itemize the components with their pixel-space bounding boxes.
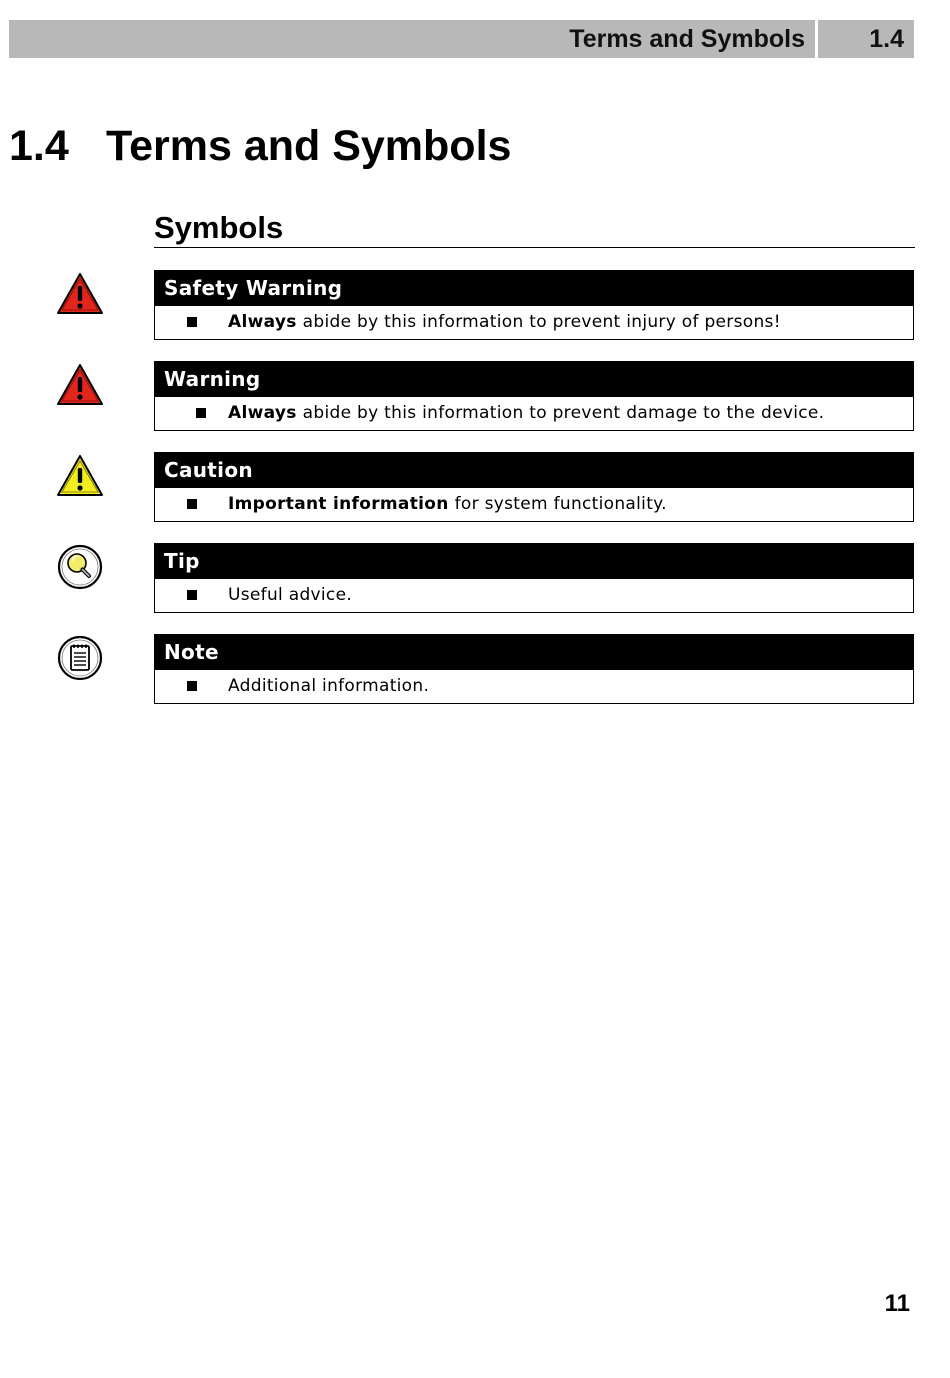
bullet-icon [187, 499, 197, 509]
safety-warning-triangle-icon [56, 270, 104, 318]
subsection-title: Symbols [154, 208, 915, 248]
lightbulb-icon [56, 543, 104, 591]
notice-body [155, 670, 913, 702]
notice-emphasis: Important information [228, 494, 449, 514]
notice-title: Tip [155, 544, 913, 579]
notice-title: Safety Warning [155, 271, 913, 306]
notice-body [155, 397, 913, 429]
note-box [154, 634, 914, 704]
bullet-icon [196, 408, 206, 418]
notice-title: Note [155, 635, 913, 670]
running-header [9, 20, 914, 58]
safety-warning-box [154, 270, 914, 340]
header-section-number: 1.4 [818, 20, 914, 58]
bullet-icon [187, 317, 197, 327]
notice-text: abide by this information to prevent damage to the device. [302, 403, 825, 423]
notepad-icon [56, 634, 104, 682]
warning-triangle-icon [56, 361, 104, 409]
caution-box [154, 452, 914, 522]
tip-box [154, 543, 914, 613]
notice-emphasis: Always [228, 403, 297, 423]
warning-box [154, 361, 914, 431]
bullet-icon [187, 590, 197, 600]
notice-text: abide by this information to prevent injury of persons! [302, 312, 781, 332]
page-title [9, 118, 511, 174]
section-title: Terms and Symbols [106, 121, 512, 170]
section-number: 1.4 [9, 121, 69, 170]
header-title: Terms and Symbols [9, 20, 815, 58]
page-number: 11 [884, 1290, 910, 1317]
notice-text: Useful advice. [228, 585, 353, 605]
caution-triangle-icon [56, 452, 104, 500]
notice-body [155, 579, 913, 611]
notice-text: Additional information. [228, 676, 430, 696]
notice-text: for system functionality. [454, 494, 667, 514]
bullet-icon [187, 681, 197, 691]
notice-body [155, 488, 913, 520]
notice-body [155, 306, 913, 338]
notice-title: Warning [155, 362, 913, 397]
notice-title: Caution [155, 453, 913, 488]
notice-emphasis: Always [228, 312, 297, 332]
